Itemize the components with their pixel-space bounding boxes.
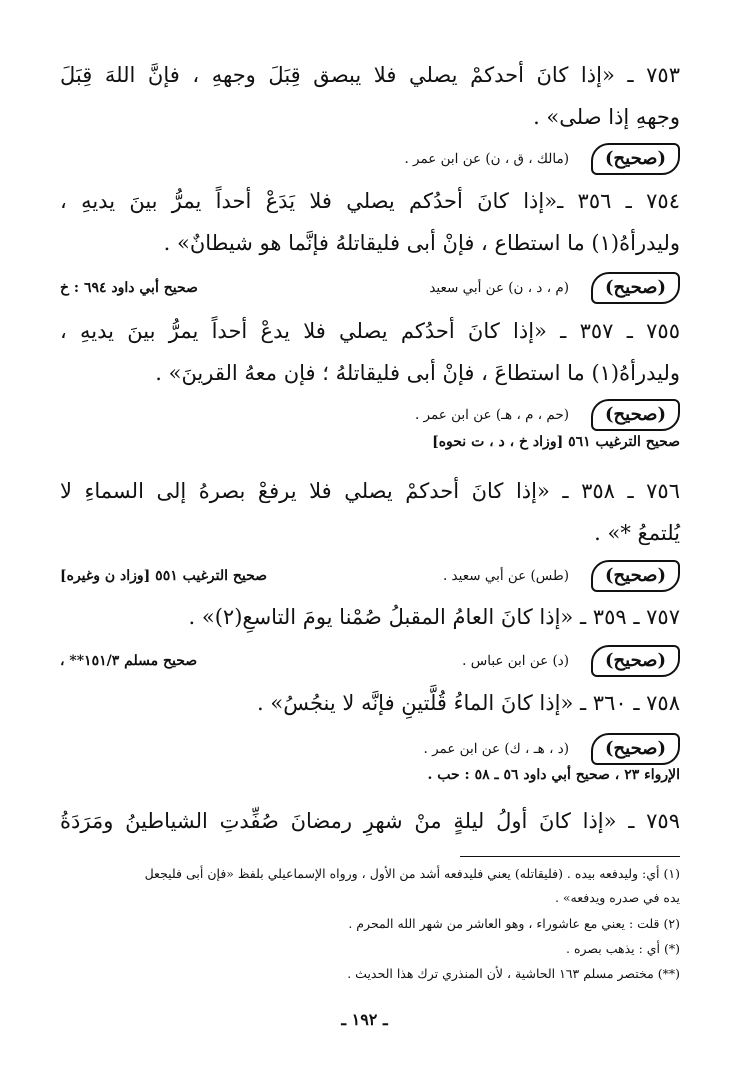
- footnote-2: (٢) قلت : يعني مع عاشوراء ، وهو العاشر من شهر الله المحرم .: [348, 916, 680, 931]
- grade-badge: (صحيح): [591, 399, 680, 431]
- hadith-source: (د) عن ابن عباس .: [462, 653, 569, 669]
- hadith-756-line-1: ٧٥٦ ـ ٣٥٨ ـ «إذا كانَ أحدكمْ يصلي فلا يرفعْ بصرهُ إلى السماءِ لا: [60, 479, 680, 503]
- hadith-758-reference: الإرواء ٢٣ ، صحيح أبي داود ٥٦ ـ ٥٨ : حب .: [427, 767, 680, 783]
- grade-badge: (صحيح): [591, 645, 680, 677]
- hadith-753-line-2: وجههِ إذا صلى» .: [533, 105, 680, 129]
- hadith-755-meta: [60, 399, 680, 431]
- grade-badge: (صحيح): [591, 733, 680, 765]
- footnote-1: (١) أي: وليدفعه بيده . (فليقاتله) يعني فليدفعه أشد من الأول ، ورواه الإسماعيلي بلفظ «فإن أبى فليجعل: [144, 866, 680, 881]
- hadith-754-line-1: ٧٥٤ ـ ٣٥٦ ـ«إذا كانَ أحدُكم يصلي فلا يَدَعْ أحداً يمرُّ بينَ يديهِ ،: [60, 189, 680, 213]
- grade-badge: (صحيح): [591, 143, 680, 175]
- hadith-754-line-2: وليدرأهُ(١) ما استطاع ، فإنْ أبى فليقاتلهُ فإنَّما هو شيطانٌ» .: [163, 231, 680, 255]
- hadith-reference: صحيح مسلم ١٥١/٣** ،: [60, 653, 198, 669]
- hadith-755-line-2: وليدرأهُ(١) ما استطاعَ ، فإنْ أبى فليقاتلهُ ؛ فإن معهُ القرينَ» .: [155, 361, 680, 385]
- hadith-753-line-1: ٧٥٣ ـ «إذا كانَ أحدكمْ يصلي فلا يبصق قِبَلَ وجههِ ، فإنَّ اللهَ قِبَلَ: [60, 63, 680, 87]
- footnote-1-continued: يده في صدره ويدفعه» .: [554, 890, 680, 905]
- hadith-757-line-1: ٧٥٧ ـ ٣٥٩ ـ «إذا كانَ العامُ المقبلُ صُمْنا يومَ التاسعِ(٢)» .: [188, 605, 680, 629]
- hadith-reference: صحيح الترغيب ٥٥١ [وزاد ن وغيره]: [60, 568, 268, 584]
- grade-badge: (صحيح): [591, 560, 680, 592]
- hadith-758-line-1: ٧٥٨ ـ ٣٦٠ ـ «إذا كانَ الماءُ قُلَّتينِ فإنَّه لا ينجُسُ» .: [257, 691, 680, 715]
- hadith-757-meta: [60, 645, 680, 677]
- footnote-double-star: (**) مختصر مسلم ١٦٣ الحاشية ، لأن المنذري ترك هذا الحديث .: [347, 966, 680, 981]
- hadith-756-line-2: يُلتمعُ *» .: [594, 521, 680, 545]
- hadith-source: (د ، هـ ، ك) عن ابن عمر .: [423, 741, 569, 757]
- hadith-759-line-1: ٧٥٩ ـ «إذا كانَ أولُ ليلةٍ منْ شهرِ رمضانَ صُفِّدتِ الشياطينُ ومَرَدَةُ: [60, 809, 680, 833]
- hadith-source: (مالك ، ق ، ن) عن ابن عمر .: [404, 151, 569, 167]
- hadith-755-reference: صحيح الترغيب ٥٦١ [وزاد خ ، د ، ت نحوه]: [432, 434, 680, 450]
- hadith-753-meta: [60, 143, 680, 175]
- hadith-755-line-1: ٧٥٥ ـ ٣٥٧ ـ «إذا كانَ أحدُكم يصلي فلا يدعْ أحداً يمرُّ بينَ يديهِ ،: [60, 319, 680, 343]
- hadith-758-meta: [60, 733, 680, 765]
- footnote-star: (*) أي : يذهب بصره .: [566, 941, 680, 956]
- hadith-source: (طس) عن أبي سعيد .: [442, 568, 569, 584]
- footnote-divider: [460, 856, 680, 857]
- hadith-754-meta: [60, 272, 680, 304]
- hadith-source: (حم ، م ، هـ) عن ابن عمر .: [414, 407, 569, 423]
- grade-badge: (صحيح): [591, 272, 680, 304]
- hadith-source: (م ، د ، ن) عن أبي سعيد: [429, 280, 569, 296]
- hadith-756-meta: [60, 560, 680, 592]
- hadith-reference: صحيح أبي داود ٦٩٤ : خ: [60, 280, 198, 296]
- page-number: ـ ١٩٢ ـ: [341, 1010, 388, 1029]
